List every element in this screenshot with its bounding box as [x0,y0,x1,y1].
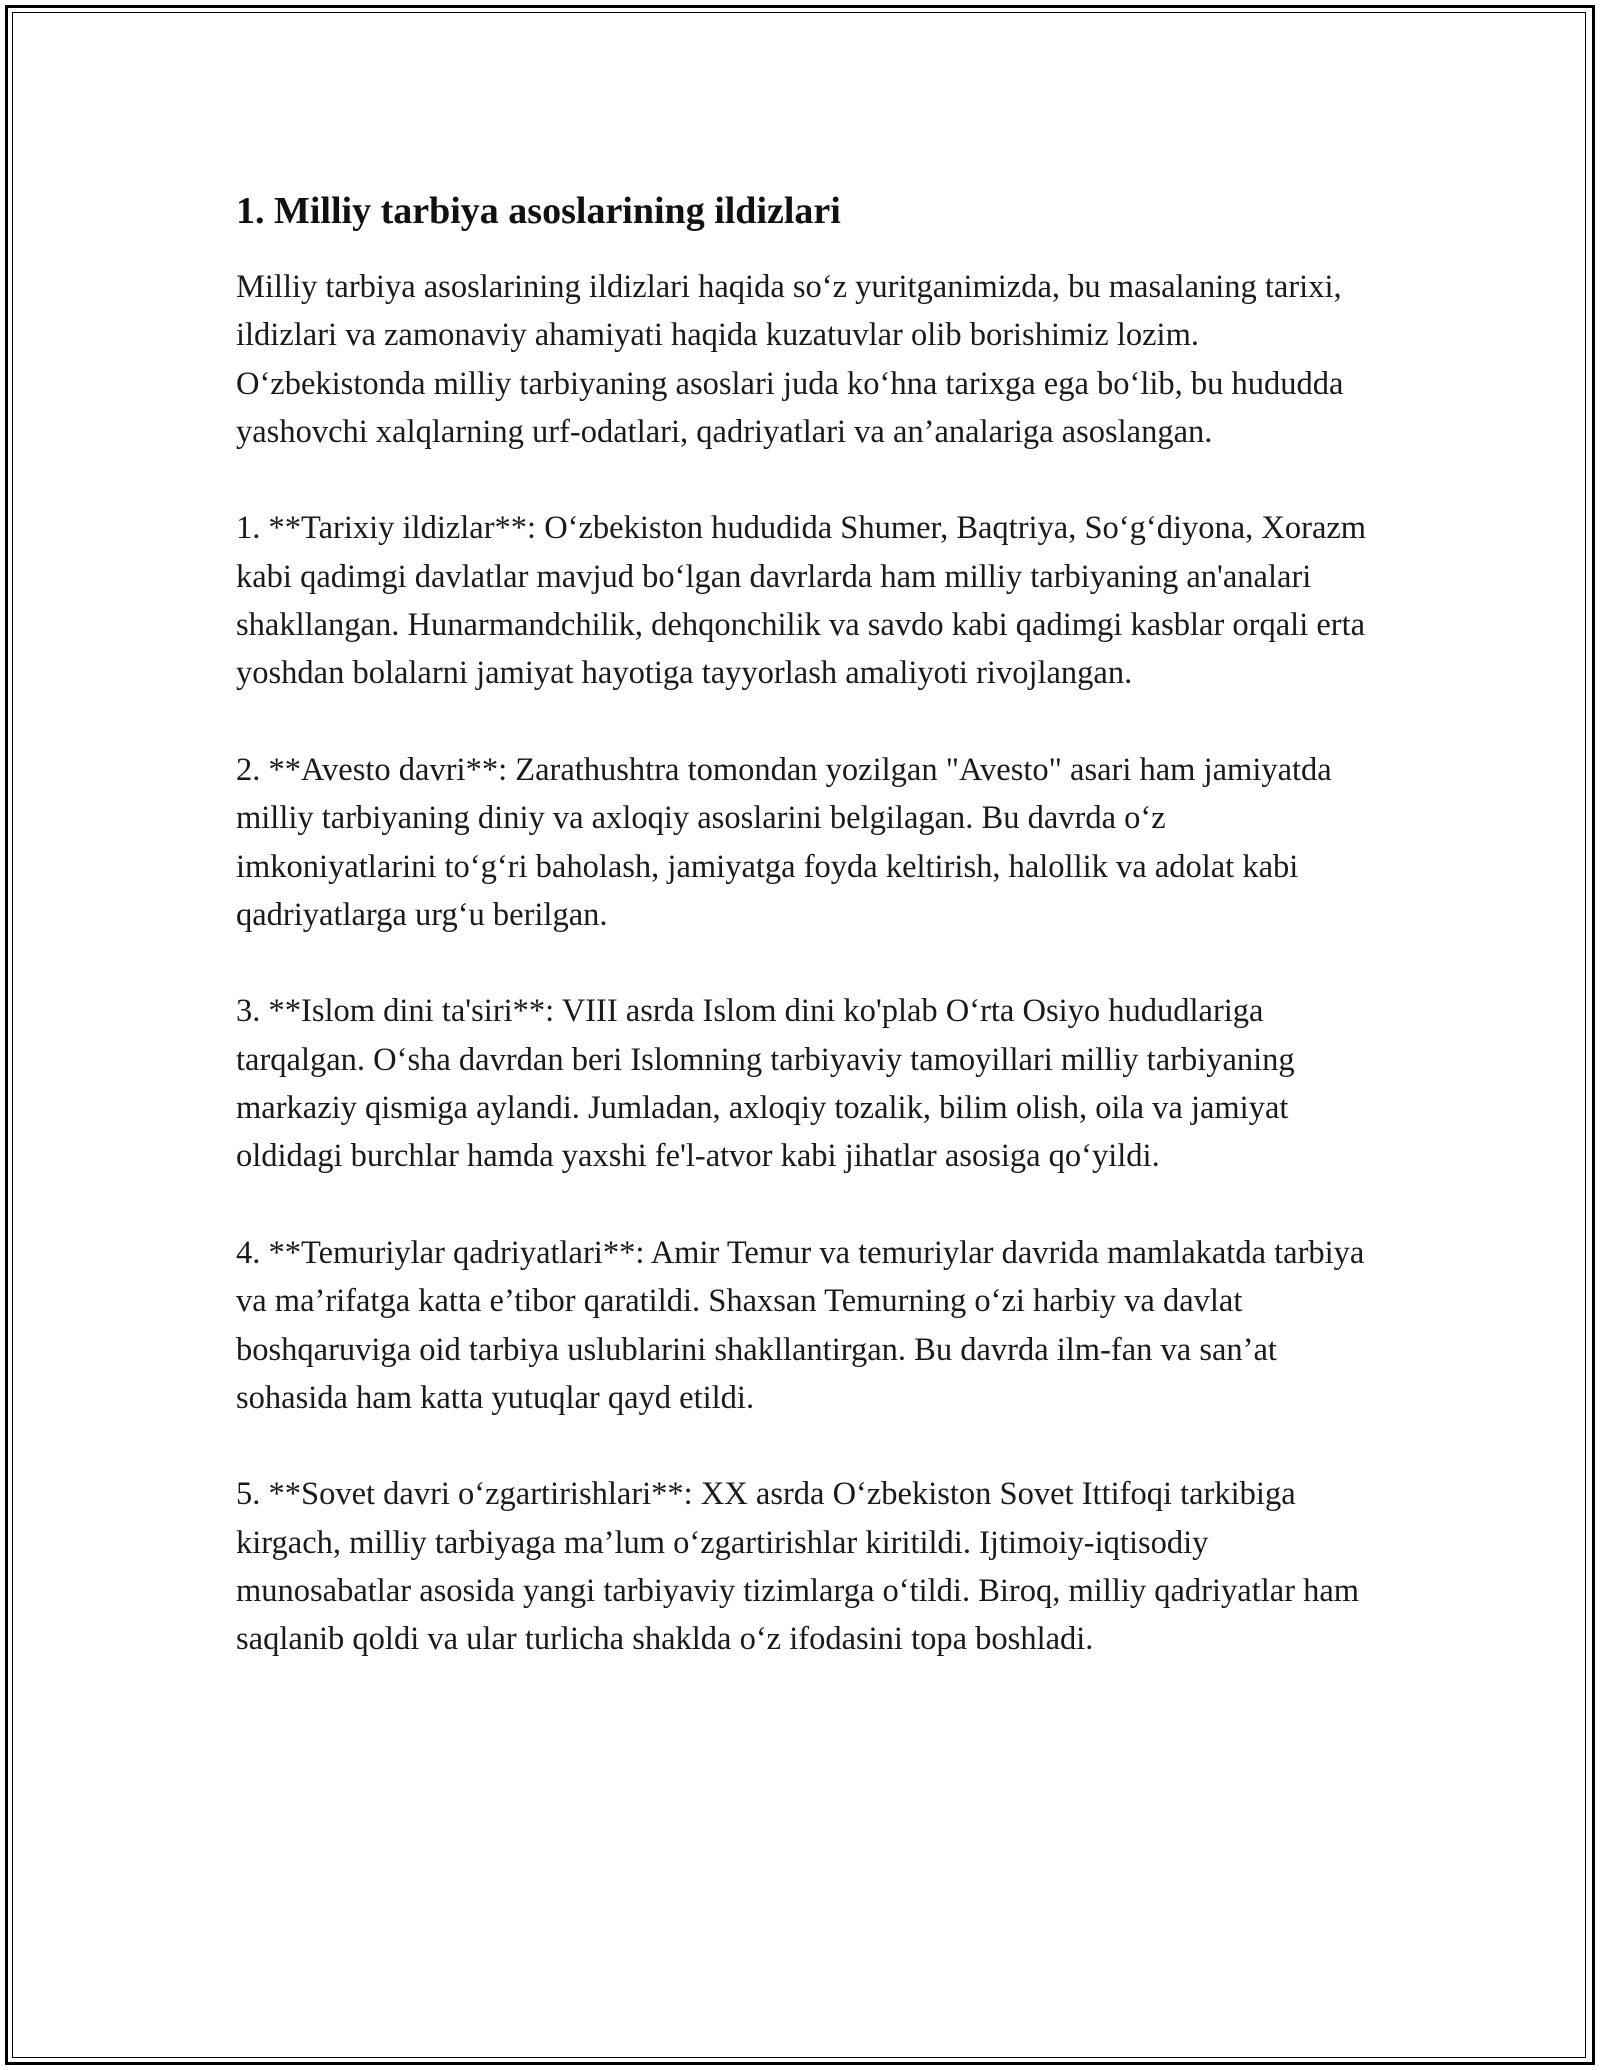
paragraph-timurid-values: 4. **Temuriylar qadriyatlari**: Amir Temur va temuriylar davrida mamlakatda tarbiya va ma’rifatga katta e’tibor qaratildi. Shaxsan Temurning oʻzi harbiy va davlat boshqaruviga oid tarbiya uslublarini shakllantirgan. Bu davrda ilm-fan va san’at sohasida ham katta yutuqlar qayd etildi. [236,1234,1365,1416]
paragraph-soviet-changes: 5. **Sovet davri oʻzgartirishlari**: XX asrda Oʻzbekiston Sovet Ittifoqi tarkibiga kirgach, milliy tarbiyaga ma’lum oʻzgartirishlar kiritildi. Ijtimoiy-iqtisodiy munosabatlar asosida yangi tarbiyaviy tizimlarga oʻtildi. Biroq, milliy qadriyatlar ham saqlanib qoldi va ular turlicha shaklda oʻz ifodasini topa boshladi. [236,1476,1360,1658]
paragraph-avesto-period: 2. **Avesto davri**: Zarathushtra tomondan yozilgan "Avesto" asari ham jamiyatda milliy tarbiyaning diniy va axloqiy asoslarini belgilagan. Bu davrda oʻz imkoniyatlarini toʻgʻri baholash, jamiyatga foyda keltirish, halollik va adolat kabi qadriyatlarga urgʻu berilgan. [236,751,1332,933]
intro-paragraph: Milliy tarbiya asoslarining ildizlari haqida soʻz yuritganimizda, bu masalaning tarixi, ildizlari va zamonaviy ahamiyati haqida kuzatuvlar olib borishimiz lozim. Oʻzbekistonda milliy tarbiyaning asoslari juda koʻhna tarixga ega boʻlib, bu hududda yashovchi xalqlarning urf-odatlari, qadriyatlari va an’analariga asoslangan. [236,269,1344,450]
paragraph-islam-influence: 3. **Islom dini ta'siri**: VIII asrda Islom dini ko'plab Oʻrta Osiyo hududlariga tarqalgan. Oʻsha davrdan beri Islomning tarbiyaviy tamoyillari milliy tarbiyaning markaziy qismiga aylandi. Jumladan, axloqiy tozalik, bilim olish, oila va jamiyat oldidagi burchlar hamda yaxshi fe'l-atvor kabi jihatlar asosiga qoʻyildi. [236,993,1295,1175]
section-title: 1. Milliy tarbiya asoslarining ildizlari [236,190,841,232]
document-body [236,186,1372,1664]
paragraph-historical-roots: 1. **Tarixiy ildizlar**: Oʻzbekiston hududida Shumer, Baqtriya, Soʻgʻdiyona, Xorazm kabi qadimgi davlatlar mavjud boʻlgan davrlarda ham milliy tarbiyaning an'analari shakllangan. Hunarmandchilik, dehqonchilik va savdo kabi qadimgi kasblar orqali erta yoshdan bolalarni jamiyat hayotiga tayyorlash amaliyoti rivojlangan. [236,510,1367,692]
